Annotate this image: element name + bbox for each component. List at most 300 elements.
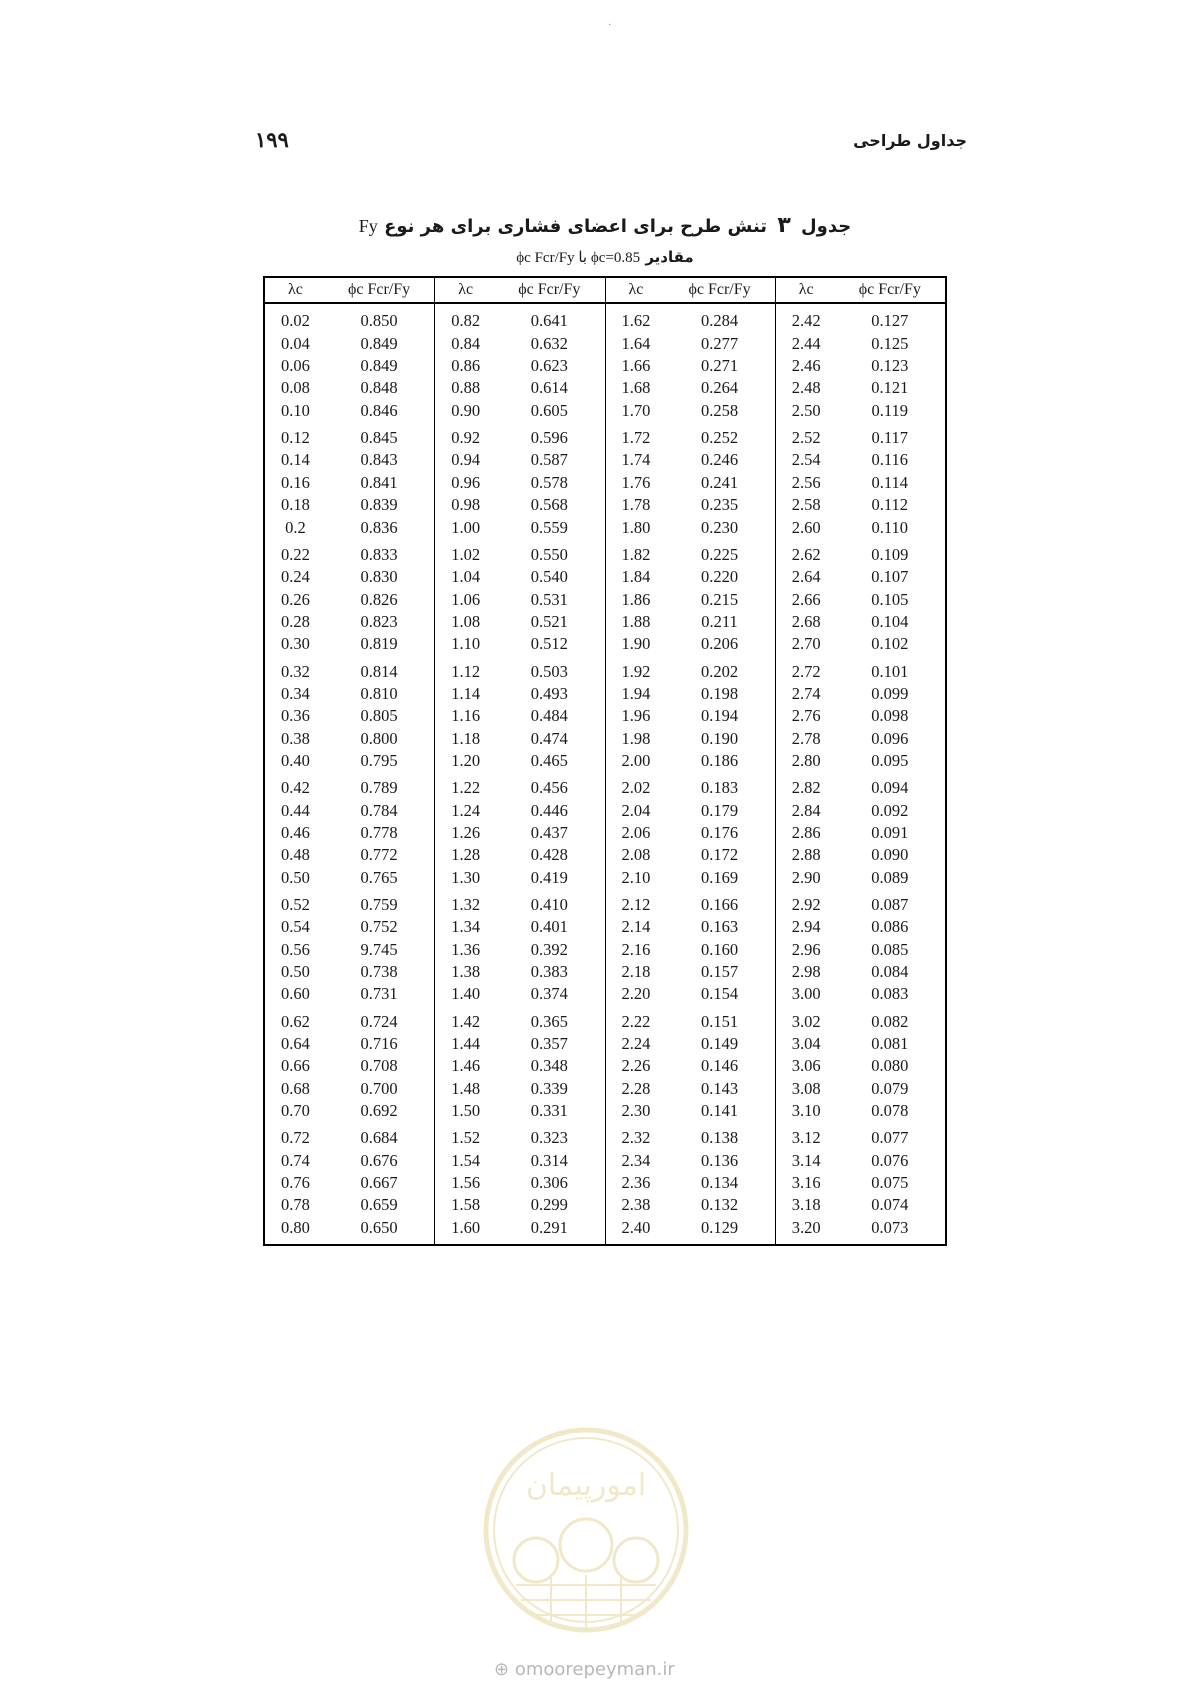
ratio-cell: 0.331: [530, 1101, 568, 1121]
lambda-cell: 0.64: [280, 1034, 310, 1054]
table-row: [265, 566, 434, 588]
ratio-cell: 0.143: [700, 1078, 739, 1098]
running-header: جداول طراحی: [853, 131, 967, 150]
ratio-cell: 0.623: [530, 356, 568, 376]
table-row: [776, 916, 945, 938]
ratio-cell: 0.186: [700, 750, 739, 770]
table-row: [606, 377, 775, 399]
table-row: [265, 1217, 434, 1239]
table-row: [265, 822, 434, 844]
table-subcaption: [265, 248, 945, 267]
lambda-cell: 0.38: [280, 728, 310, 748]
column-header: [435, 278, 604, 304]
table-row: [606, 894, 775, 916]
row-block: [265, 427, 434, 539]
table-row: [606, 750, 775, 772]
column-header: [776, 278, 945, 304]
table-row: [435, 983, 604, 1005]
ratio-cell: 0.484: [530, 706, 568, 726]
table-row: [776, 1055, 945, 1077]
table-row: [265, 799, 434, 821]
lambda-cell: 3.06: [791, 1056, 821, 1076]
row-block: [776, 1011, 945, 1123]
table-row: [606, 983, 775, 1005]
table-row: [776, 867, 945, 889]
header-ratio: ϕc Fcr/Fy: [858, 281, 921, 299]
header-lambda: λc: [288, 281, 303, 299]
table-row: [265, 588, 434, 610]
lambda-cell: 2.34: [621, 1150, 651, 1170]
table-row: [606, 939, 775, 961]
ratio-cell: 0.154: [700, 984, 739, 1004]
ratio-cell: 0.119: [871, 400, 909, 420]
lambda-cell: 2.78: [791, 728, 821, 748]
lambda-cell: 1.34: [451, 917, 481, 937]
table-row: [776, 400, 945, 422]
table-row: [435, 1172, 604, 1194]
lambda-cell: 2.98: [791, 962, 821, 982]
table-row: [435, 683, 604, 705]
table-row: [776, 777, 945, 799]
lambda-cell: 0.96: [451, 472, 481, 492]
lambda-cell: 1.82: [621, 544, 651, 564]
table-row: [606, 1172, 775, 1194]
lambda-cell: 1.96: [621, 706, 651, 726]
ratio-cell: 0.684: [360, 1128, 398, 1148]
table-row: [265, 400, 434, 422]
lambda-cell: 0.28: [280, 611, 310, 631]
lambda-cell: 2.74: [791, 683, 821, 703]
table-row: [606, 1033, 775, 1055]
table-row: [606, 588, 775, 610]
caption-suffix: Fy: [358, 216, 378, 236]
lambda-cell: 1.54: [451, 1150, 481, 1170]
ratio-cell: 0.225: [700, 544, 739, 564]
lambda-cell: 0.78: [280, 1195, 310, 1215]
column-header: [265, 278, 434, 304]
table-row: [265, 867, 434, 889]
table-row: [606, 611, 775, 633]
ratio-cell: 0.146: [700, 1056, 739, 1076]
ratio-cell: 0.271: [700, 356, 739, 376]
lambda-cell: 2.52: [791, 428, 821, 448]
ratio-cell: 0.110: [871, 517, 909, 537]
table-row: [776, 472, 945, 494]
table-row: [435, 494, 604, 516]
ratio-cell: 0.149: [700, 1034, 739, 1054]
subcaption-text: مقادیر: [645, 248, 694, 266]
lambda-cell: 2.50: [791, 400, 821, 420]
column-header: [606, 278, 775, 304]
table-row: [776, 633, 945, 655]
lambda-cell: 2.46: [791, 356, 821, 376]
table-row: [265, 544, 434, 566]
ratio-cell: 0.102: [871, 634, 909, 654]
column-group: [265, 278, 434, 1244]
ratio-cell: 0.323: [530, 1128, 568, 1148]
ratio-cell: 0.157: [700, 962, 739, 982]
header-ratio: ϕc Fcr/Fy: [347, 281, 411, 299]
table-row: [606, 1150, 775, 1172]
table-row: [606, 449, 775, 471]
lambda-cell: 2.04: [621, 800, 651, 820]
table-row: [776, 1217, 945, 1239]
ratio-cell: 0.105: [871, 589, 909, 609]
table-row: [265, 1055, 434, 1077]
lambda-cell: 1.68: [621, 378, 651, 398]
ratio-cell: 0.738: [360, 962, 398, 982]
lambda-cell: 2.90: [791, 867, 821, 887]
lambda-cell: 1.42: [451, 1011, 481, 1031]
ratio-cell: 0.846: [360, 400, 398, 420]
lambda-cell: 2.44: [791, 333, 821, 353]
lambda-cell: 0.74: [280, 1150, 310, 1170]
ratio-cell: 0.077: [871, 1128, 909, 1148]
lambda-cell: 0.86: [451, 356, 481, 376]
ratio-cell: 0.819: [360, 634, 398, 654]
table-row: [776, 1011, 945, 1033]
lambda-cell: 0.34: [280, 683, 310, 703]
table-row: [435, 588, 604, 610]
page-number: ۱۹۹: [255, 128, 289, 152]
ratio-cell: 0.114: [871, 472, 909, 492]
table-row: [265, 750, 434, 772]
lambda-cell: 1.14: [451, 683, 481, 703]
lambda-cell: 0.80: [280, 1217, 310, 1237]
ratio-cell: 0.215: [700, 589, 739, 609]
ratio-cell: 0.179: [700, 800, 739, 820]
lambda-cell: 0.76: [280, 1173, 310, 1193]
ratio-cell: 0.365: [530, 1011, 568, 1031]
table-row: [265, 844, 434, 866]
ratio-cell: 0.845: [360, 428, 398, 448]
table-row: [776, 588, 945, 610]
table-row: [265, 683, 434, 705]
ratio-cell: 0.650: [360, 1217, 398, 1237]
ratio-cell: 0.456: [530, 778, 568, 798]
ratio-cell: 0.190: [700, 728, 739, 748]
table-row: [435, 1194, 604, 1216]
table-row: [606, 916, 775, 938]
table-row: [776, 427, 945, 449]
table-row: [776, 683, 945, 705]
ratio-cell: 0.836: [360, 517, 398, 537]
table-row: [776, 516, 945, 538]
table-row: [606, 660, 775, 682]
row-block: [776, 310, 945, 422]
lambda-cell: 2.58: [791, 495, 821, 515]
ratio-cell: 0.348: [530, 1056, 568, 1076]
lambda-cell: 1.02: [451, 544, 481, 564]
lambda-cell: 2.80: [791, 750, 821, 770]
lambda-cell: 3.08: [791, 1078, 821, 1098]
lambda-cell: 1.94: [621, 683, 651, 703]
row-block: [776, 894, 945, 1006]
row-block: [606, 544, 775, 656]
lambda-cell: 0.10: [280, 400, 310, 420]
lambda-cell: 2.56: [791, 472, 821, 492]
table-row: [776, 983, 945, 1005]
ratio-cell: 0.503: [530, 661, 568, 681]
ratio-cell: 0.805: [360, 706, 398, 726]
lambda-cell: 1.04: [451, 567, 481, 587]
lambda-cell: 1.70: [621, 400, 651, 420]
table-row: [776, 727, 945, 749]
header-ratio: ϕc Fcr/Fy: [518, 281, 581, 299]
lambda-cell: 3.16: [791, 1173, 821, 1193]
lambda-cell: 0.30: [280, 634, 310, 654]
ratio-cell: 0.632: [530, 333, 568, 353]
table-row: [606, 1055, 775, 1077]
ratio-cell: 0.410: [530, 895, 568, 915]
ratio-cell: 0.839: [360, 495, 398, 515]
header-lambda: λc: [628, 281, 644, 299]
table-row: [435, 427, 604, 449]
table-row: [265, 516, 434, 538]
table-row: [435, 1078, 604, 1100]
ratio-cell: 0.096: [871, 728, 909, 748]
ratio-cell: 0.160: [700, 939, 739, 959]
table-row: [435, 310, 604, 332]
lambda-cell: 2.86: [791, 822, 821, 842]
table-row: [435, 566, 604, 588]
ratio-cell: 0.531: [530, 589, 568, 609]
lambda-cell: 1.88: [621, 611, 651, 631]
ratio-cell: 0.814: [360, 661, 398, 681]
lambda-cell: 0.08: [280, 378, 310, 398]
lambda-cell: 1.40: [451, 984, 481, 1004]
row-block: [606, 427, 775, 539]
row-block: [265, 894, 434, 1006]
ratio-cell: 0.659: [360, 1195, 398, 1215]
lambda-cell: 0.2: [285, 517, 306, 537]
table-row: [606, 799, 775, 821]
table-row: [776, 799, 945, 821]
table-row: [435, 516, 604, 538]
ratio-cell: 0.849: [360, 356, 398, 376]
row-block: [606, 1011, 775, 1123]
svg-text:امورپیمان: امورپیمان: [525, 1468, 647, 1503]
lambda-cell: 2.96: [791, 939, 821, 959]
lambda-cell: 2.22: [621, 1011, 651, 1031]
table-row: [776, 1150, 945, 1172]
ratio-cell: 0.841: [360, 472, 398, 492]
ratio-cell: 0.759: [360, 895, 398, 915]
ratio-cell: 0.101: [871, 661, 909, 681]
lambda-cell: 2.88: [791, 845, 821, 865]
lambda-cell: 1.66: [621, 356, 651, 376]
row-block: [435, 777, 604, 889]
table-row: [435, 1150, 604, 1172]
table-row: [265, 1011, 434, 1033]
table-row: [606, 544, 775, 566]
table-row: [435, 1011, 604, 1033]
table-row: [776, 377, 945, 399]
row-block: [435, 1011, 604, 1123]
table-row: [776, 566, 945, 588]
ratio-cell: 0.596: [530, 428, 568, 448]
lambda-cell: 0.46: [280, 822, 310, 842]
lambda-cell: 1.58: [451, 1195, 481, 1215]
table-row: [606, 494, 775, 516]
ratio-cell: 0.090: [871, 845, 909, 865]
ratio-cell: 0.306: [530, 1173, 568, 1193]
ratio-cell: 0.401: [530, 917, 568, 937]
ratio-cell: 0.127: [871, 311, 909, 331]
ratio-cell: 0.849: [360, 333, 398, 353]
lambda-cell: 1.36: [451, 939, 481, 959]
lambda-cell: 1.48: [451, 1078, 481, 1098]
lambda-cell: 0.98: [451, 495, 481, 515]
ratio-cell: 0.246: [700, 450, 739, 470]
ratio-cell: 0.374: [530, 984, 568, 1004]
table-row: [606, 472, 775, 494]
lambda-cell: 2.08: [621, 845, 651, 865]
lambda-cell: 0.92: [451, 428, 481, 448]
ratio-cell: 0.074: [871, 1195, 909, 1215]
ratio-cell: 0.092: [871, 800, 909, 820]
ratio-cell: 0.123: [871, 356, 909, 376]
table-row: [776, 660, 945, 682]
ratio-cell: 0.383: [530, 962, 568, 982]
lambda-cell: 0.18: [280, 495, 310, 515]
row-block: [606, 777, 775, 889]
ratio-cell: 0.789: [360, 778, 398, 798]
table-row: [265, 427, 434, 449]
globe-icon: ⊕: [494, 1659, 510, 1680]
ratio-cell: 0.169: [700, 867, 739, 887]
table-row: [435, 377, 604, 399]
column-group: [775, 278, 945, 1244]
table-row: [776, 1100, 945, 1122]
table-row: [435, 633, 604, 655]
lambda-cell: 3.12: [791, 1128, 821, 1148]
ratio-cell: 0.474: [530, 728, 568, 748]
row-block: [265, 1127, 434, 1239]
lambda-cell: 2.54: [791, 450, 821, 470]
table-row: [265, 705, 434, 727]
lambda-cell: 1.90: [621, 634, 651, 654]
table-row: [606, 1078, 775, 1100]
table-row: [606, 1127, 775, 1149]
ratio-cell: 0.772: [360, 845, 398, 865]
table-row: [606, 355, 775, 377]
lambda-cell: 0.16: [280, 472, 310, 492]
table-row: [606, 777, 775, 799]
ratio-cell: 0.134: [700, 1173, 739, 1193]
ratio-cell: 0.641: [530, 311, 568, 331]
ratio-cell: 0.141: [700, 1101, 739, 1121]
ratio-cell: 0.826: [360, 589, 398, 609]
lambda-cell: 2.02: [621, 778, 651, 798]
ratio-cell: 0.848: [360, 378, 398, 398]
table-row: [606, 1011, 775, 1033]
ratio-cell: 0.667: [360, 1173, 398, 1193]
table-row: [435, 544, 604, 566]
lambda-cell: 2.42: [791, 311, 821, 331]
table-row: [265, 777, 434, 799]
table-row: [606, 683, 775, 705]
table-row: [776, 1033, 945, 1055]
ratio-cell: 0.086: [871, 917, 909, 937]
lambda-cell: 0.24: [280, 567, 310, 587]
table-row: [435, 844, 604, 866]
table-row: [265, 1127, 434, 1149]
ratio-cell: 0.080: [871, 1056, 909, 1076]
table-row: [776, 611, 945, 633]
table-row: [265, 633, 434, 655]
ratio-cell: 0.614: [530, 378, 568, 398]
lambda-cell: 2.28: [621, 1078, 651, 1098]
table-row: [435, 916, 604, 938]
table-row: [435, 705, 604, 727]
table-row: [265, 727, 434, 749]
lambda-cell: 0.62: [280, 1011, 310, 1031]
lambda-cell: 1.76: [621, 472, 651, 492]
ratio-cell: 0.258: [700, 400, 739, 420]
table-row: [265, 449, 434, 471]
table-row: [435, 611, 604, 633]
lambda-cell: 0.66: [280, 1056, 310, 1076]
ratio-cell: 0.357: [530, 1034, 568, 1054]
lambda-cell: 1.20: [451, 750, 481, 770]
lambda-cell: 2.64: [791, 567, 821, 587]
lambda-cell: 1.10: [451, 634, 481, 654]
table-row: [265, 1172, 434, 1194]
watermark-logo: [481, 1425, 691, 1635]
lambda-cell: 2.70: [791, 634, 821, 654]
table-row: [435, 1127, 604, 1149]
ratio-cell: 0.277: [700, 333, 739, 353]
ratio-cell: 0.076: [871, 1150, 909, 1170]
lambda-cell: 0.02: [280, 311, 310, 331]
lambda-cell: 2.38: [621, 1195, 651, 1215]
table-row: [776, 544, 945, 566]
table-row: [435, 1100, 604, 1122]
table-row: [265, 916, 434, 938]
table-row: [265, 377, 434, 399]
table-row: [435, 660, 604, 682]
lambda-cell: 3.04: [791, 1034, 821, 1054]
lambda-cell: 2.36: [621, 1173, 651, 1193]
table-row: [435, 867, 604, 889]
ratio-cell: 0.465: [530, 750, 568, 770]
ratio-cell: 0.800: [360, 728, 398, 748]
row-block: [606, 660, 775, 772]
table-row: [776, 1194, 945, 1216]
table-row: [776, 310, 945, 332]
ratio-cell: 0.605: [530, 400, 568, 420]
ratio-cell: 0.132: [700, 1195, 739, 1215]
lambda-cell: 0.50: [280, 962, 310, 982]
ratio-cell: 0.151: [700, 1011, 739, 1031]
ratio-cell: 0.166: [700, 895, 739, 915]
ratio-cell: 0.220: [700, 567, 739, 587]
lambda-cell: 2.16: [621, 939, 651, 959]
ratio-cell: 0.540: [530, 567, 568, 587]
table-row: [606, 822, 775, 844]
table-row: [606, 727, 775, 749]
ratio-cell: 0.299: [530, 1195, 568, 1215]
ratio-cell: 0.850: [360, 311, 398, 331]
lambda-cell: 2.30: [621, 1101, 651, 1121]
table-row: [435, 777, 604, 799]
ratio-cell: 0.121: [871, 378, 909, 398]
lambda-cell: 2.68: [791, 611, 821, 631]
table-row: [776, 750, 945, 772]
ratio-cell: 0.176: [700, 822, 739, 842]
ratio-cell: 9.745: [360, 939, 398, 959]
